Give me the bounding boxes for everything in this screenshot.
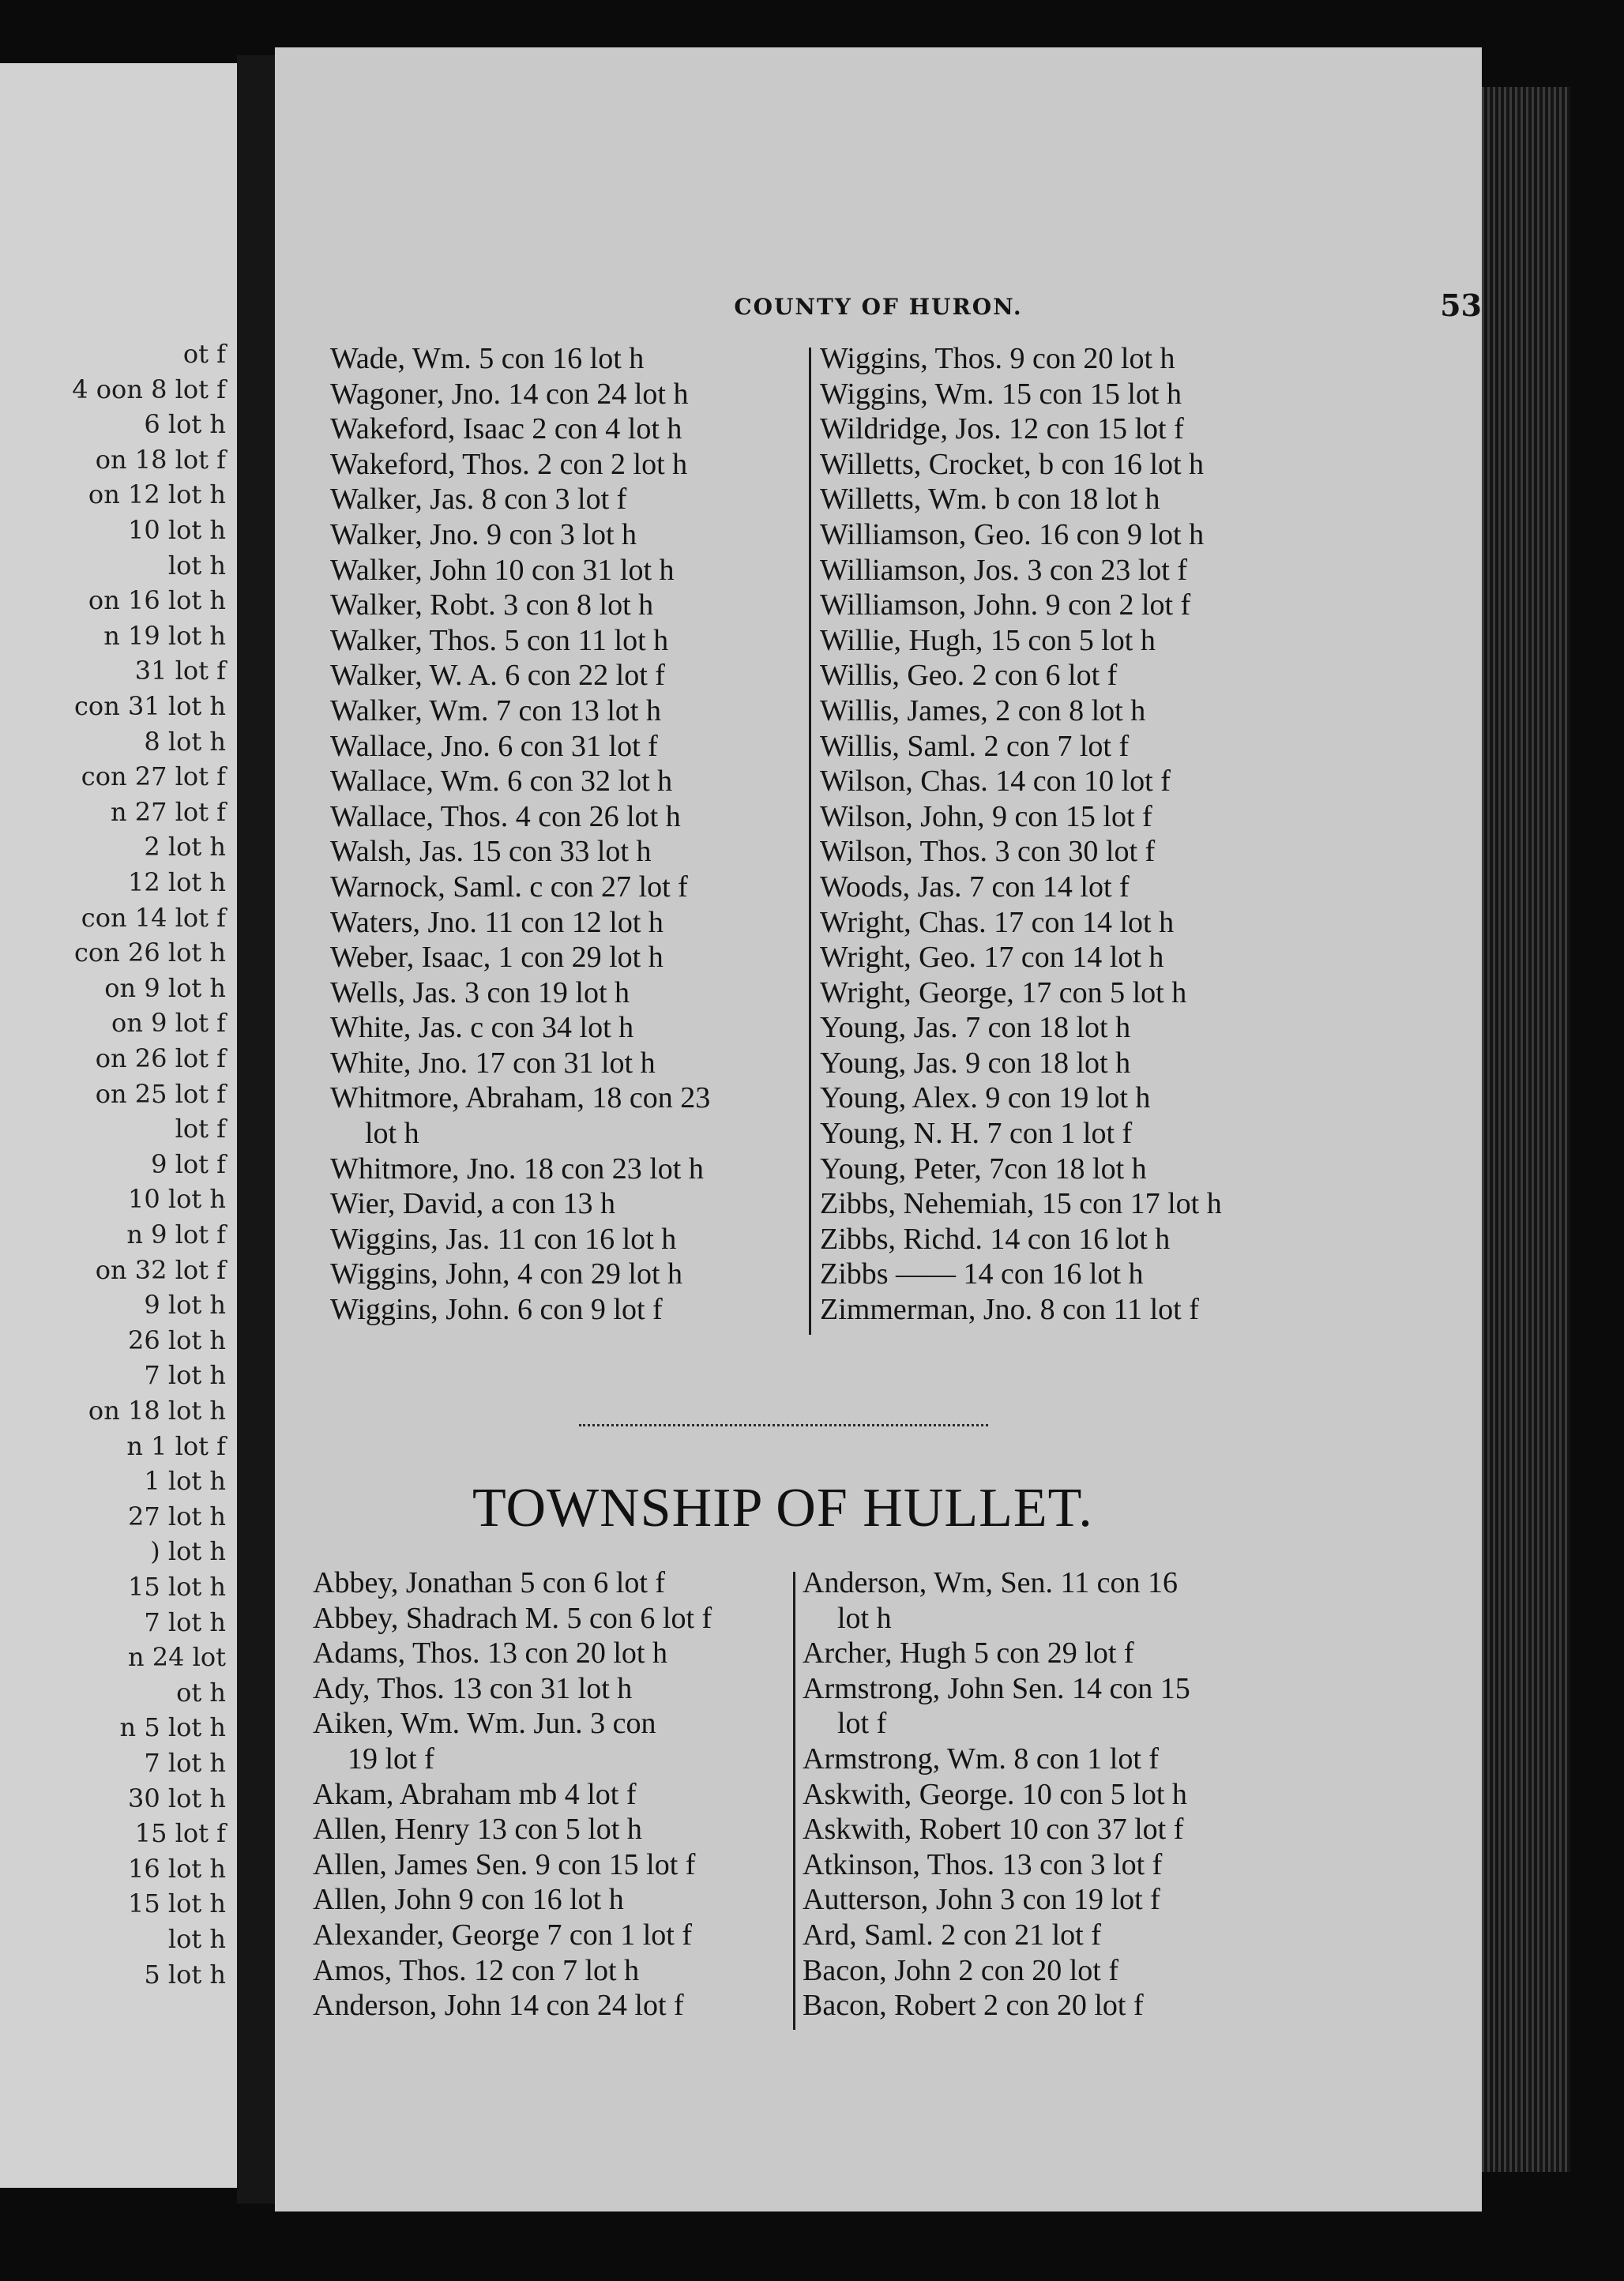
directory-entry: Askwith, George. 10 con 5 lot h	[803, 1777, 1187, 1811]
directory-entry: Whitmore, Jno. 18 con 23 lot h	[330, 1152, 704, 1186]
left-page-fragment: ot f	[182, 339, 226, 369]
directory-entry: Wiggins, Thos. 9 con 20 lot h	[820, 342, 1175, 375]
directory-entry: Young, Jas. 7 con 18 lot h	[820, 1011, 1131, 1045]
book-gutter	[237, 55, 275, 2204]
directory-entry: Alexander, George 7 con 1 lot f	[313, 1918, 693, 1952]
left-page-fragment: 16 lot h	[127, 1853, 226, 1884]
directory-entry: Zibbs, Nehemiah, 15 con 17 lot h	[820, 1187, 1222, 1221]
directory-entry: Wiggins, John. 6 con 9 lot f	[330, 1293, 663, 1327]
directory-entry: Wallace, Wm. 6 con 32 lot h	[330, 765, 673, 799]
left-page-fragment: 7 lot h	[144, 1360, 226, 1391]
directory-entry: Wright, George, 17 con 5 lot h	[820, 975, 1187, 1009]
directory-entry: Wright, Geo. 17 con 14 lot h	[820, 941, 1164, 975]
directory-entry: Atkinson, Thos. 13 con 3 lot f	[803, 1847, 1163, 1881]
left-page-fragment: 9 lot f	[151, 1148, 226, 1179]
directory-entry: Anderson, John 14 con 24 lot f	[313, 1989, 684, 2023]
left-page-fragment: on 9 lot f	[111, 1008, 226, 1039]
directory-entry: Wiggins, John, 4 con 29 lot h	[330, 1257, 683, 1291]
left-page-fragment: 10 lot h	[127, 1184, 226, 1215]
left-page-fragment: on 26 lot f	[95, 1043, 226, 1073]
left-page-fragment: ) lot h	[150, 1536, 226, 1567]
directory-entry: Walker, Jno. 9 con 3 lot h	[330, 517, 637, 551]
left-page-fragment: on 18 lot h	[88, 1396, 226, 1426]
directory-entry: White, Jno. 17 con 31 lot h	[330, 1046, 656, 1080]
county-right-column	[820, 341, 1222, 1328]
directory-entry: Autterson, John 3 con 19 lot f	[803, 1883, 1160, 1917]
directory-entry: Wagoner, Jno. 14 con 24 lot h	[330, 377, 689, 411]
directory-entry: Walker, Jas. 8 con 3 lot f	[330, 483, 627, 517]
directory-entry: Wiggins, Wm. 15 con 15 lot h	[820, 377, 1182, 411]
directory-entry: Zibbs —— 14 con 16 lot h	[820, 1257, 1144, 1291]
directory-entry: Whitmore, Abraham, 18 con 23	[330, 1081, 711, 1115]
directory-entry: lot h	[837, 1601, 892, 1635]
left-page-fragment: 31 lot f	[134, 656, 226, 686]
left-page-fragment: 2 lot h	[144, 832, 226, 862]
left-page-fragment: 10 lot h	[127, 515, 226, 545]
directory-entry: Young, Peter, 7con 18 lot h	[820, 1152, 1147, 1186]
directory-entry: Walker, Thos. 5 con 11 lot h	[330, 623, 669, 657]
directory-entry: Walsh, Jas. 15 con 33 lot h	[330, 835, 652, 869]
directory-entry: Allen, James Sen. 9 con 15 lot f	[313, 1847, 696, 1881]
directory-entry: Warnock, Saml. c con 27 lot f	[330, 870, 688, 904]
left-page-fragment: 27 lot h	[127, 1501, 226, 1531]
directory-entry: Waters, Jno. 11 con 12 lot h	[330, 905, 664, 939]
section-divider	[579, 1424, 988, 1426]
directory-entry: Walker, W. A. 6 con 22 lot f	[330, 659, 665, 693]
directory-entry: Walker, Wm. 7 con 13 lot h	[330, 693, 661, 727]
left-page-fragment: 7 lot h	[144, 1606, 226, 1637]
directory-entry: Woods, Jas. 7 con 14 lot f	[820, 870, 1130, 904]
directory-entry: Bacon, John 2 con 20 lot f	[803, 1953, 1119, 1987]
column-divider	[793, 1572, 795, 2030]
left-page-fragment: con 14 lot f	[81, 902, 226, 933]
directory-entry: Abbey, Jonathan 5 con 6 lot f	[313, 1566, 666, 1599]
directory-entry: lot f	[837, 1707, 887, 1741]
left-page-fragment: 7 lot h	[144, 1748, 226, 1778]
hullet-left-column	[313, 1565, 712, 2024]
left-page-fragment: 5 lot h	[144, 1959, 226, 1990]
left-page-fragment: n 27 lot f	[110, 796, 226, 827]
directory-entry: Wakeford, Isaac 2 con 4 lot h	[330, 412, 682, 446]
directory-entry: Williamson, Geo. 16 con 9 lot h	[820, 517, 1205, 551]
directory-entry: Zimmerman, Jno. 8 con 11 lot f	[820, 1293, 1199, 1327]
directory-entry: Abbey, Shadrach M. 5 con 6 lot f	[313, 1601, 712, 1635]
directory-entry: Willetts, Crocket, b con 16 lot h	[820, 447, 1205, 481]
directory-entry: Walker, John 10 con 31 lot h	[330, 553, 675, 587]
directory-entry: Allen, Henry 13 con 5 lot h	[313, 1813, 642, 1847]
left-page-fragment: 15 lot f	[134, 1818, 226, 1849]
directory-entry: Anderson, Wm, Sen. 11 con 16	[803, 1566, 1178, 1599]
directory-entry: Ard, Saml. 2 con 21 lot f	[803, 1918, 1101, 1952]
left-page-fragment: lot h	[167, 550, 226, 581]
left-page-fragment: 15 lot h	[127, 1572, 226, 1602]
directory-entry: Willis, Saml. 2 con 7 lot f	[820, 729, 1130, 763]
county-left-column	[330, 341, 710, 1328]
directory-entry: Ady, Thos. 13 con 31 lot h	[313, 1671, 633, 1705]
left-page-fragment: con 27 lot f	[81, 761, 226, 792]
directory-entry: Wells, Jas. 3 con 19 lot h	[330, 975, 630, 1009]
left-page-fragment: con 26 lot h	[74, 938, 226, 968]
left-page-fragment: n 19 lot h	[103, 620, 226, 651]
directory-entry: Wildridge, Jos. 12 con 15 lot f	[820, 412, 1184, 446]
page-number: 53	[1440, 287, 1482, 323]
left-page-fragment: 4 oon 8 lot f	[72, 374, 226, 404]
directory-entry: Willis, James, 2 con 8 lot h	[820, 693, 1146, 727]
directory-entry: Walker, Robt. 3 con 8 lot h	[330, 588, 654, 622]
directory-entry: Wallace, Thos. 4 con 26 lot h	[330, 799, 681, 833]
left-page-fragment: 15 lot h	[127, 1888, 226, 1919]
directory-entry: Willie, Hugh, 15 con 5 lot h	[820, 623, 1156, 657]
directory-entry: Young, N. H. 7 con 1 lot f	[820, 1117, 1133, 1151]
directory-entry: Armstrong, Wm. 8 con 1 lot f	[803, 1742, 1160, 1776]
directory-entry: 19 lot f	[348, 1742, 434, 1776]
left-page-fragment: ot h	[176, 1677, 226, 1708]
directory-entry: Wilson, John, 9 con 15 lot f	[820, 799, 1152, 833]
left-page-fragment: on 32 lot f	[95, 1254, 226, 1285]
directory-entry: Wright, Chas. 17 con 14 lot h	[820, 905, 1175, 939]
directory-entry: Aiken, Wm. Wm. Jun. 3 con	[313, 1707, 656, 1741]
adjacent-left-page	[0, 63, 237, 2188]
directory-entry: Zibbs, Richd. 14 con 16 lot h	[820, 1222, 1171, 1256]
directory-entry: Weber, Isaac, 1 con 29 lot h	[330, 941, 664, 975]
left-page-fragment: on 12 lot h	[88, 479, 226, 510]
directory-entry: Wakeford, Thos. 2 con 2 lot h	[330, 447, 688, 481]
page-header	[275, 284, 1482, 332]
left-page-fragment: n 9 lot f	[126, 1219, 226, 1249]
section-heading: TOWNSHIP OF HULLET.	[472, 1478, 1093, 1539]
directory-entry: Wade, Wm. 5 con 16 lot h	[330, 342, 645, 375]
left-page-fragment: n 1 lot f	[126, 1430, 226, 1461]
directory-entry: Adams, Thos. 13 con 20 lot h	[313, 1637, 667, 1670]
left-page-fragment: n 5 lot h	[119, 1712, 226, 1743]
directory-entry: Wallace, Jno. 6 con 31 lot f	[330, 729, 658, 763]
directory-entry: Archer, Hugh 5 con 29 lot f	[803, 1637, 1134, 1670]
left-page-fragment: on 25 lot f	[95, 1078, 226, 1109]
hullet-right-column	[803, 1565, 1190, 2024]
left-page-fragment: lot f	[175, 1114, 226, 1144]
left-page-fragment: on 18 lot f	[95, 444, 226, 475]
left-page-fragment: 26 lot h	[127, 1325, 226, 1355]
directory-entry: Wilson, Chas. 14 con 10 lot f	[820, 765, 1171, 799]
directory-entry: Allen, John 9 con 16 lot h	[313, 1883, 624, 1917]
directory-entry: Bacon, Robert 2 con 20 lot f	[803, 1989, 1144, 2023]
directory-entry: lot h	[365, 1117, 419, 1151]
directory-entry: Young, Jas. 9 con 18 lot h	[820, 1046, 1131, 1080]
left-page-fragment: 9 lot h	[144, 1290, 226, 1321]
directory-entry: Wilson, Thos. 3 con 30 lot f	[820, 835, 1156, 869]
left-page-fragment: on 16 lot h	[88, 585, 226, 616]
directory-entry: Askwith, Robert 10 con 37 lot f	[803, 1813, 1184, 1847]
left-page-fragment: n 24 lot	[127, 1642, 226, 1673]
directory-entry: Amos, Thos. 12 con 7 lot h	[313, 1953, 640, 1987]
left-page-fragment: on 9 lot h	[104, 972, 226, 1003]
directory-entry: Willetts, Wm. b con 18 lot h	[820, 483, 1160, 517]
left-page-fragment: 8 lot h	[144, 726, 226, 757]
running-head: COUNTY OF HURON.	[734, 294, 1023, 320]
directory-entry: Akam, Abraham mb 4 lot f	[313, 1777, 637, 1811]
directory-entry: Williamson, Jos. 3 con 23 lot f	[820, 553, 1187, 587]
left-page-fragment: 30 lot h	[127, 1783, 226, 1813]
directory-entry: White, Jas. c con 34 lot h	[330, 1011, 634, 1045]
column-divider	[809, 348, 811, 1335]
directory-entry: Young, Alex. 9 con 19 lot h	[820, 1081, 1151, 1115]
page-53	[275, 47, 1482, 2211]
left-page-fragment: 12 lot h	[127, 867, 226, 897]
directory-entry: Wiggins, Jas. 11 con 16 lot h	[330, 1222, 677, 1256]
directory-entry: Williamson, John. 9 con 2 lot f	[820, 588, 1191, 622]
left-page-fragment: lot h	[167, 1924, 226, 1954]
page-edges	[1482, 87, 1570, 2172]
left-page-fragment: 1 lot h	[144, 1466, 226, 1497]
directory-entry: Armstrong, John Sen. 14 con 15	[803, 1671, 1190, 1705]
left-page-fragment: con 31 lot h	[74, 691, 226, 721]
directory-entry: Wier, David, a con 13 h	[330, 1187, 615, 1221]
directory-entry: Willis, Geo. 2 con 6 lot f	[820, 659, 1118, 693]
left-page-fragment: 6 lot h	[144, 409, 226, 440]
